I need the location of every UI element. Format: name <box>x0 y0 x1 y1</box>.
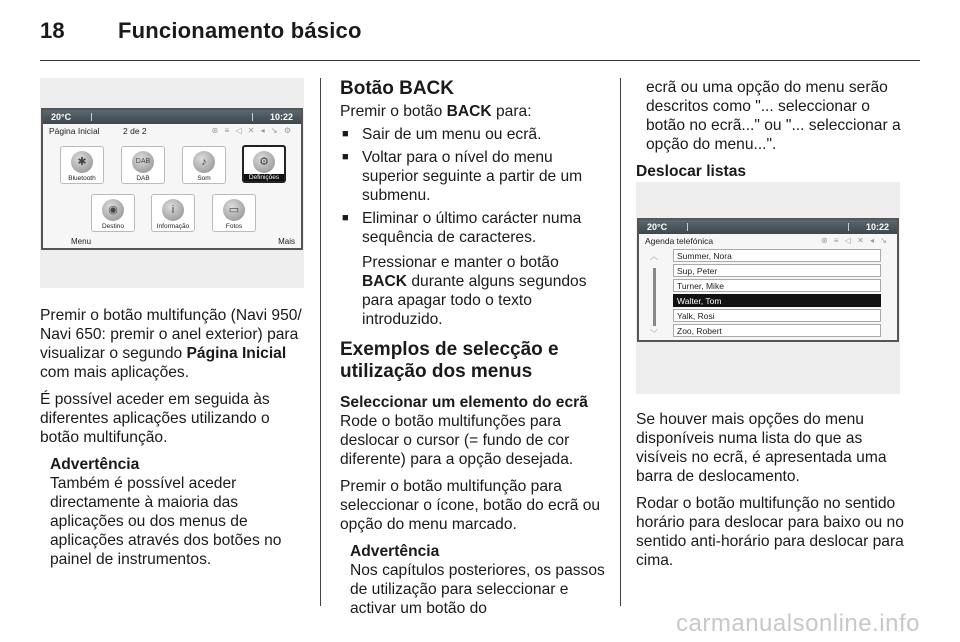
home-screen-display <box>41 108 303 250</box>
tile-definicoes[interactable] <box>242 145 286 183</box>
list-item[interactable]: Turner, Mike <box>673 279 881 292</box>
tile-label: Destino <box>101 223 125 230</box>
paragraph: Premir o botão multifunção (Navi 950/ Navi 650: premir o anel exterior) para visualizar o segundo Página Inicial com mais aplicações. <box>40 307 302 381</box>
list-item[interactable]: Zoo, Robert <box>673 324 881 337</box>
paragraph: Pressionar e manter o botão BACK durante alguns segundos para apagar todo o texto introduzido. <box>362 254 587 328</box>
clock: 10:22 <box>865 222 889 232</box>
list-item[interactable]: Yalk, Rosi <box>673 309 881 322</box>
header-rule <box>40 60 920 61</box>
tile-label: Som <box>197 175 211 182</box>
subheading-scroll: Deslocar listas <box>636 163 747 180</box>
dab-icon: DAB <box>132 151 154 173</box>
tile-label: Fotos <box>225 223 243 230</box>
page-indicator: 2 de 2 <box>123 126 147 136</box>
home-screen-figure <box>40 78 304 288</box>
paragraph: É possível aceder em seguida às diferentes aplicações utilizando o botão multifunção. <box>40 391 270 446</box>
bluetooth-icon: ✱ <box>71 151 93 173</box>
tile-label: Informação <box>156 223 190 230</box>
column-divider-1 <box>320 78 321 606</box>
note-text: Nos capítulos posteriores, os passos de utilização para seleccionar e activar um botão do <box>350 562 605 617</box>
column-divider-2 <box>620 78 621 606</box>
right-column <box>636 78 906 181</box>
note-block <box>50 455 310 569</box>
paragraph: Rode o botão multifunções para deslocar o cursor (= fundo de cor diferente) para a opção desejada. <box>340 413 574 468</box>
list-item: ■ Sair de um menu ou ecrã. <box>340 125 608 144</box>
sound-icon: ♪ <box>193 151 215 173</box>
paragraph: Premir o botão multifunção para seleccionar o ícone, botão do ecrã ou opção do menu marcado. <box>340 478 601 533</box>
clock: 10:22 <box>269 112 293 122</box>
info-icon: i <box>162 199 184 221</box>
status-icons: ⊛ ≡ ◁ ✕ ◂ ↘ <box>820 236 889 245</box>
note-title: Advertência <box>50 456 140 473</box>
list-item: ■ Voltar para o nível do menu superior seguinte a partir de um submenu. <box>340 148 608 205</box>
list-item: ■ Eliminar o último carácter numa sequência de caracteres. <box>340 209 608 247</box>
tile-bluetooth[interactable] <box>60 146 104 184</box>
watermark: carmanualsonline.info <box>676 610 920 637</box>
note-continuation: ecrã ou uma opção do menu serão descritos como "... seleccionar o botão no ecrã..." ou "... seleccionar a opção do menu...". <box>646 79 901 153</box>
tile-fotos[interactable] <box>212 194 256 232</box>
page-title: Funcionamento básico <box>118 18 362 43</box>
section-heading-examples: Exemplos de selecção e utilização dos menus <box>340 339 559 382</box>
screen-title: Agenda telefónica <box>645 236 714 246</box>
section-heading-back: Botão BACK <box>340 78 454 99</box>
tile-informacao[interactable] <box>151 194 195 232</box>
paragraph: Se houver mais opções do menu disponíveis numa lista do que as visíveis no ecrã, é apresentada uma barra de deslocamento. <box>636 411 887 485</box>
temperature: 20°C <box>51 112 72 122</box>
status-bar <box>43 110 301 124</box>
tile-destino[interactable] <box>91 194 135 232</box>
subheading-select: Seleccionar um elemento do ecrã <box>340 394 588 411</box>
note-text: Também é possível aceder directamente à maioria das aplicações ou dos menus de aplicações através dos botões no painel de instrumentos. <box>50 475 282 568</box>
list-item[interactable]: Summer, Nora <box>673 249 881 262</box>
right-column-lower <box>636 410 906 578</box>
scroll-up-icon[interactable]: ︿ <box>650 252 658 261</box>
page-number: 18 <box>40 18 65 43</box>
more-button[interactable]: Mais <box>278 237 295 246</box>
tile-label: Definições <box>244 174 284 181</box>
list-item-selected[interactable]: Walter, Tom <box>673 294 881 307</box>
paragraph: Rodar o botão multifunção no sentido horário para deslocar para baixo ou no sentido anti-horário para deslocar para cima. <box>636 495 904 569</box>
list-item[interactable]: Sup, Peter <box>673 264 881 277</box>
screen-title: Página Inicial <box>49 126 100 136</box>
temperature: 20°C <box>647 222 668 232</box>
left-column <box>40 306 310 569</box>
bullet-list <box>340 125 608 247</box>
menu-button[interactable]: Menu <box>71 237 92 246</box>
note-block <box>350 542 608 618</box>
middle-column <box>340 78 608 618</box>
tile-label: DAB <box>136 175 150 182</box>
tile-label: Bluetooth <box>68 175 96 182</box>
note-title: Advertência <box>350 543 440 560</box>
page-header <box>40 18 362 44</box>
globe-icon: ◉ <box>102 199 124 221</box>
paragraph: Premir o botão BACK para: <box>340 103 532 120</box>
photo-icon: ▭ <box>223 199 245 221</box>
status-icons: ⊛ ≡ ◁ ✕ ◂ ↘ ⚙ <box>211 126 293 135</box>
tile-som[interactable] <box>182 146 226 184</box>
phonebook-figure <box>636 182 900 394</box>
tile-dab[interactable] <box>121 146 165 184</box>
phonebook-display <box>637 218 899 342</box>
gear-icon: ⚙ <box>253 151 275 173</box>
status-bar <box>639 220 897 234</box>
scrollbar[interactable] <box>653 268 656 326</box>
scroll-down-icon[interactable]: ﹀ <box>650 329 658 338</box>
